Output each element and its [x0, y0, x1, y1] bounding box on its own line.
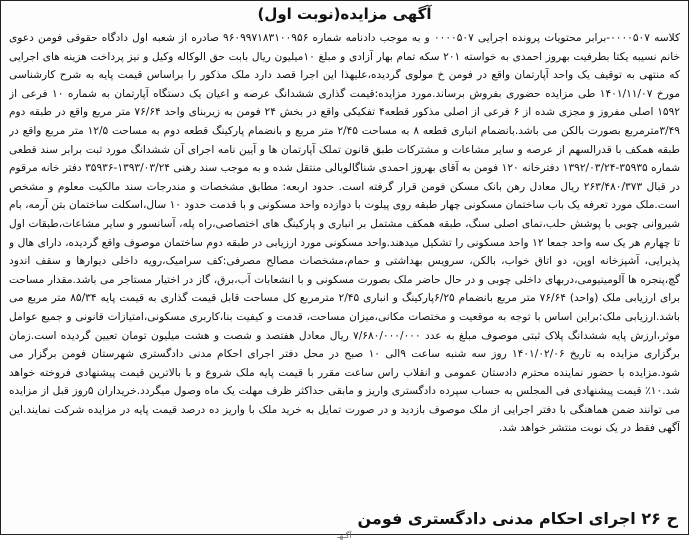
notice-body: کلاسه ۰۰۰۰۵۰۷-برابر محتویات پرونده اجرایی ۰۰۰۰۵۰۷ و به موجب دادنامه شماره ۹۶۰۹۹۷۱۸۳۱۰۰۹۵۶ صادره از شعبه اول دادگاه حقوقی فومن دعوی خانم نسیبه یکتا بطرفیت بهروز احمدی به خواسته ۲۰۱ سکه تمام بهار آزادی و مبلغ ۱۰میلیون ریال بابت حق الوکاله وکیل و نیز پرداخت هزینه های اجرایی که منتهی به توقیف یک واحد آپارتمان واقع در فومن خ مولوی گردیده،علیهذا این اجرا قصد دارد ملک مذکور را براساس قیمت پایه به شرح کارشناسی مورخ ۱۴۰۱/۱۱/۰۷ طی مزایده حضوری بفروش برساند.مورد مزایده:قیمت گذاری ششدانگ عرصه و اعیان یک دستگاه آپارتمان به شماره ۱۰ فرعی از ۱۵۹۲ اصلی مفروز و مجزی شده از ۶ فرعی از اصلی مذکور قطعه۴ تفکیکی واقع در بخش ۲۴ فومن به زیربنای واحد ۷۶/۶۴ متر مربع واقع در طبقه دوم ۳/۴۹مترمربع بصورت بالکن می باشد.بانضمام انباری قطعه ۸ به مساحت ۲/۴۵ متر مربع و بانضمام پارکینگ قطعه دوم به مساحت ۱۲/۵ متر مربع واقع در طبقه همکف با قدرالسهم از عرصه و سایر مشاعات و مشترکات طبق قانون تملک آپارتمان ها و آیین نامه اجرای آن ششدانگ مورد ثبت برابر سند قطعی شماره ۳۵۹۳۵-۱۳۹۲/۰۳/۲۴ دفترخانه ۱۲۰ فومن به آقای بهروز احمدی شناگالوبالی منتقل شده و به موجب سند رهنی ۱۳۹۳/۰۳/۲۴-۳۵۹۳۶ دفتر خانه مرقوم در قبال ۲۶۳/۴۸۰/۳۷۳ ریال معادل رهن بانک مسکن فومن قرار گرفته است. حدود اربعه: مطابق مشخصات و مندرجات سند مالکیت معلوم و مشخص است.ملک مورد تعرفه یک باب ساختمان مسکونی چهار طبقه روی پیلوت با دوازده واحد مسکونی و با قدمت حدود ۱۰ سال،اسکلت ساختمان بتن آرمه، بام شیروانی چوبی با پوشش حلب،نمای اصلی سنگ، طبقه همکف مشتمل بر انباری و پارکینگ های اختصاصی،راه پله، آسانسور و سایر مشاعات،طبقات اول تا چهارم هر یک سه واحد جمعا ۱۲ واحد مسکونی را تشکیل میدهند.واحد مسکونی مورد ارزیابی در طبقه دوم ساختمان موصوف واقع گردیده، دارای هال و پذیرایی، آشپزخانه اوپن، دو اتاق خواب، بالکن، سرویس بهداشتی و حمام،مشخصات مصالح مصرفی:کف سرامیک،رویه داخلی دیوارها و سقف اندود گچ،پنجره ها آلومینیومی،دربهای داخلی چوبی و در حال حاضر ملک بصورت مسکونی و با انشعابات آب،برق، گاز در اختیار مستاجر می باشد.مقدار مساحت برای ارزیابی ملک (واحد) ۷۶/۶۴ متر مربع بانضمام ۶/۲۵پارکینگ و انباری ۲/۴۵ مترمربع کل مساحت قابل قیمت گذاری به قیمت پایه ۸۵/۳۴ متر مربع می باشد.ارزیابی ملک:براین اساس با توجه به موقعیت و مختصات مکانی،میزان مساحت، قدمت و کیفیت بنا،کاربری مسکونی،امتیازات قانونی و جمیع عوامل موثر،ارزش پایه ششدانگ پلاک ثبتی موصوف مبلغ به عدد ۷/۶۸۰/۰۰۰/۰۰۰ ریال معادل هفتصد و شصت و هشت میلیون تومان تعیین گردیده است.زمان برگزاری مزایده به تاریخ ۱۴۰۱/۰۲/۰۶ روز سه شنبه ساعت ۹الی ۱۰ صبح در محل دفتر اجرای احکام مدنی دادگستری شهرستان فومن برگزار می شود.مزایده با حضور نماینده محترم دادستان عمومی و انقلاب راس ساعت مقرر با قیمت پایه ملک شروع و با بالاترین قیمت پیشنهادی فروخته خواهد شد.۱۰٪ قیمت پیشنهادی فی المجلس به حساب سپرده دادگستری واریز و مابقی حداکثر ظرف مهلت یک ماه وصول میگردد.خریداران ۵روز قبل از مزایده می توانند ضمن هماهنگی با دفتر اجرایی از ملک موصوف بازدید و در صورت تمایل به خرید ملک با واریز ده درصد قیمت پایه در مزایده شرکت نمایند.این آگهی فقط در یک نوبت منتشر خواهد شد.	[9, 32, 680, 435]
cut-off-footer-text: آگـهـ	[337, 531, 352, 540]
notice-signature: ح ۲۶ اجرای احکام مدنی دادگستری فومن	[357, 509, 678, 528]
notice-title: آگهی مزایده(نوبت اول)	[257, 5, 432, 23]
